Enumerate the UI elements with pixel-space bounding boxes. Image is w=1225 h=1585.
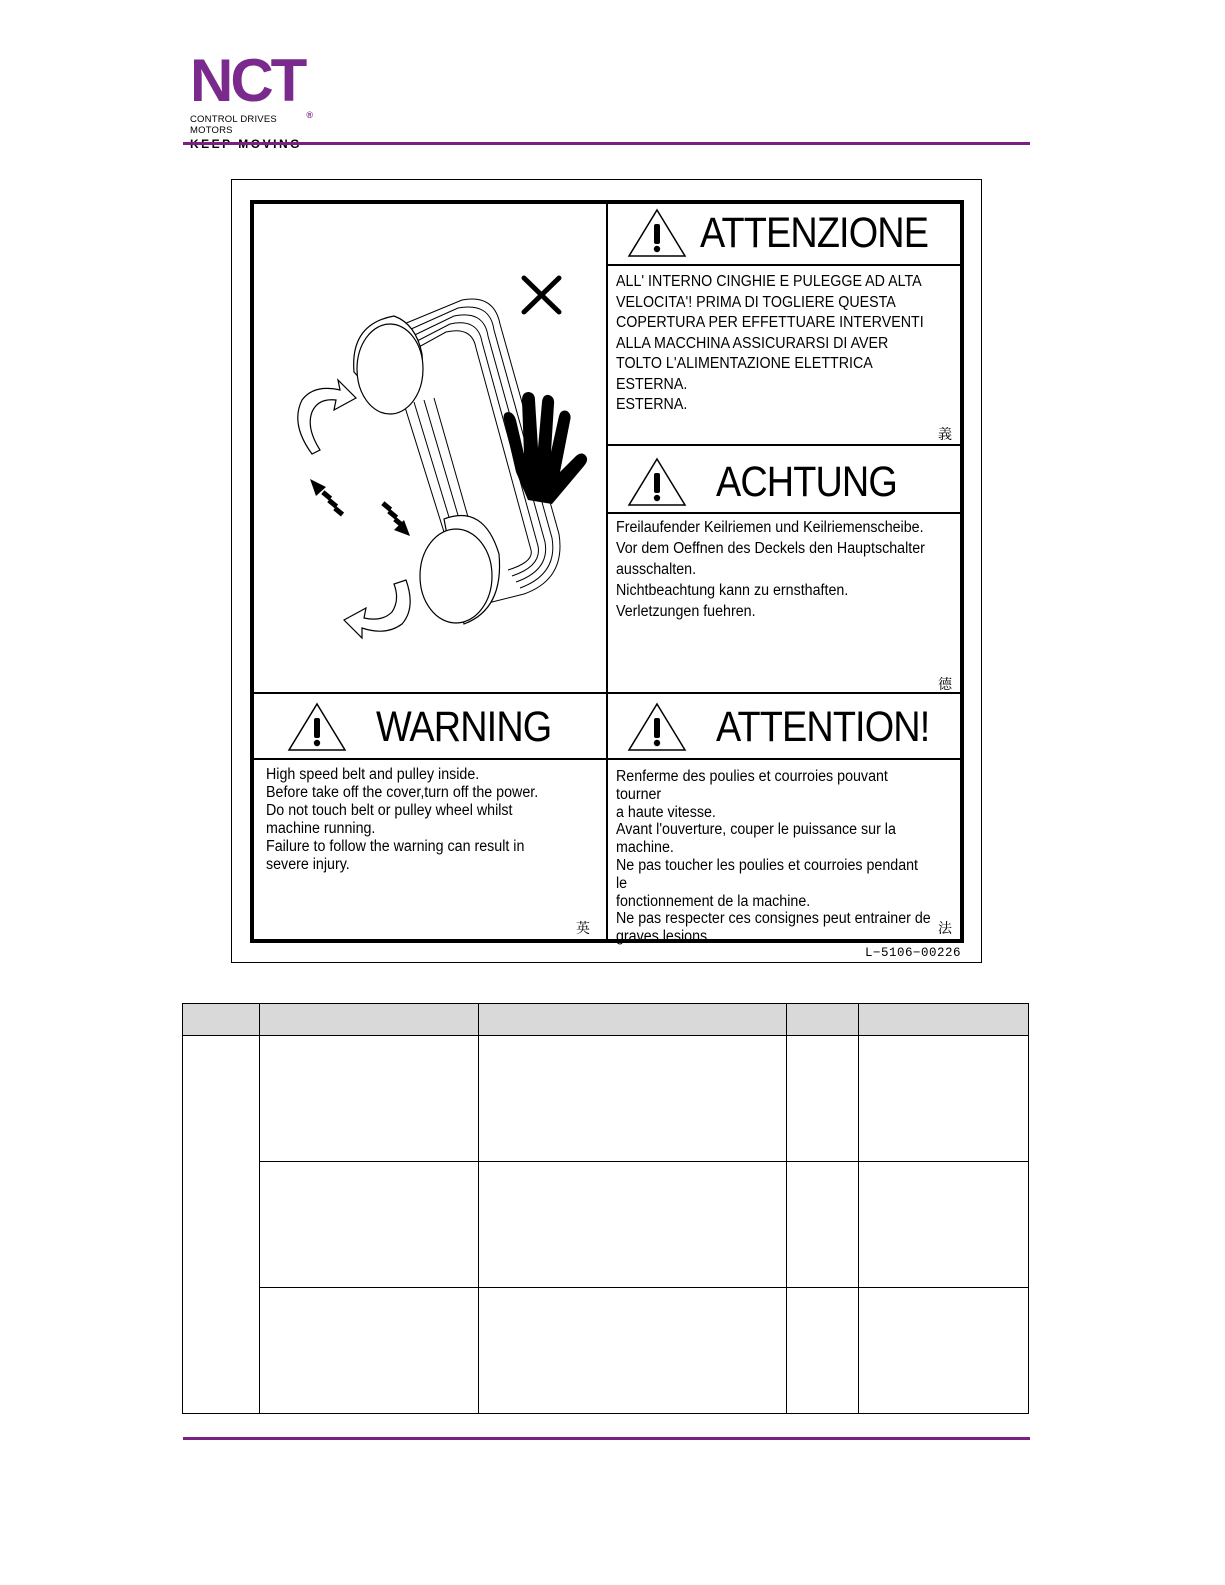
french-heading [626,701,958,753]
bottom-pulley [420,516,500,624]
german-title: ACHTUNG [716,457,897,506]
french-lang-mark: 法 [938,921,952,937]
english-lang-mark: 英 [576,921,590,937]
french-head-rule [608,758,962,760]
top-pulley [354,316,423,414]
table-cell [259,1288,478,1414]
english-heading [286,701,575,753]
german-head-rule [608,512,962,514]
table-cell [859,1036,1029,1162]
table-cell [259,1162,478,1288]
italian-text: ALL' INTERNO CINGHIE E PULEGGE AD ALTA VELOCITA'! PRIMA DI TOGLIERE QUESTA COPERTURA PER EFFETTUARE INTERVENTI ALLA MACCHINA ASSICURARSI DI AVER TOLTO L'ALIMENTAZIONE ELETTRICA ESTERNA. ESTERNA. [616,273,924,413]
table-cell [859,1288,1029,1414]
table-cell-merged [183,1036,260,1414]
logo-mark: NCT® [190,47,313,120]
italian-head-rule [608,264,962,266]
header-divider [183,142,1030,145]
table-header-cell [787,1004,859,1036]
table-cell [478,1288,787,1414]
table-header-cell [259,1004,478,1036]
label-part-code: L−5106−00226 [864,946,961,960]
direction-arrow-icon [310,479,410,536]
warning-label [250,200,964,946]
table-header-cell [183,1004,260,1036]
table-cell [859,1162,1029,1288]
label-divider-middle [254,692,962,694]
table-cell [478,1036,787,1162]
empty-grid-table [182,1003,1029,1414]
logo-tagline-top: CONTROL DRIVES MOTORS [190,114,277,136]
english-text: High speed belt and pulley inside. Before take off the cover,turn off the power. Do not touch belt or pulley wheel whilst machine running. Failure to follow the warning can result in severe injury. [266,766,539,873]
table-header-row [183,1004,1029,1036]
italian-heading [626,207,959,259]
table-cell [787,1036,859,1162]
prohibited-x-icon [524,278,559,312]
warning-label-frame [231,179,982,963]
table-cell [478,1162,787,1288]
pulley-belt-illustration [254,204,606,692]
french-text: Renferme des poulies et courroies pouvant tourner a haute vitesse. Avant l'ouverture, couper le puissance sur la machine. Ne pas toucher les poulies et courroies pendant le fonctionnement de la machine. Ne pas respecter ces consignes peut entrainer de graves lesions. [616,768,931,946]
label-divider-it-de [606,444,962,446]
german-heading [626,456,922,508]
label-vertical-divider [606,204,608,939]
german-text: Freilaufender Keilriemen und Keilriemenscheibe. Vor dem Oeffnen des Deckels den Hauptschalter ausschalten. Nichtbeachtung kann zu ernsthaften. Verletzungen fuehren. [616,519,925,620]
footer-divider [183,1437,1030,1440]
company-logo [190,47,320,151]
table-cell [787,1162,859,1288]
table-header-cell [859,1004,1029,1036]
rotation-arrow-icon [298,380,410,638]
table-row [183,1288,1029,1414]
warning-triangle-icon [626,456,688,508]
table-cell [259,1036,478,1162]
german-lang-mark: 德 [938,677,952,693]
warning-triangle-icon [286,701,348,753]
warning-triangle-icon [626,701,688,753]
english-title: WARNING [376,702,552,751]
italian-lang-mark: 義 [938,427,952,443]
table-header-cell [478,1004,787,1036]
table-row [183,1162,1029,1288]
table-row [183,1036,1029,1162]
french-title: ATTENTION! [716,702,930,751]
italian-title: ATTENZIONE [700,208,929,257]
warning-triangle-icon [626,207,688,259]
english-head-rule [254,758,606,760]
table-cell [787,1288,859,1414]
